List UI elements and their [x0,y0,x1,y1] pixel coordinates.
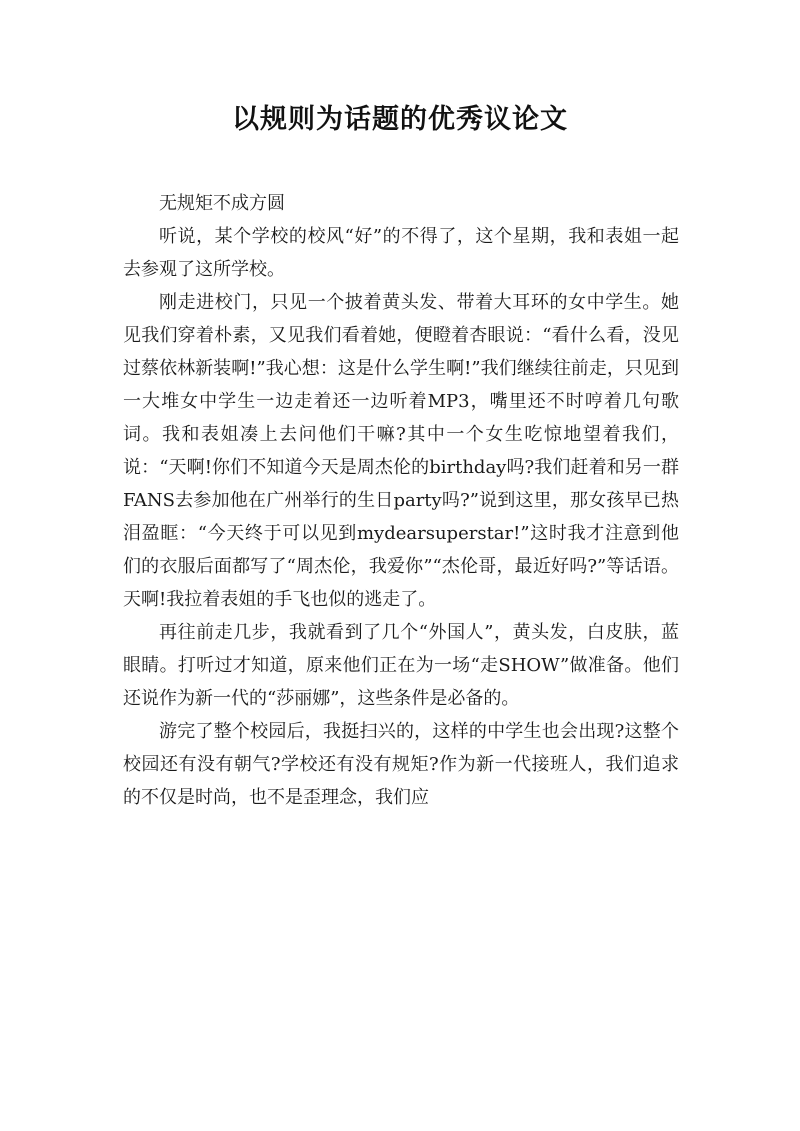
document-title: 以规则为话题的优秀议论文 [232,104,568,135]
paragraph-intro: 听说，某个学校的校风“好”的不得了，这个星期，我和表姐一起去参观了这所学校。 [123,226,679,280]
paragraph-motto: 无规矩不成方圆 [159,193,285,214]
paragraph-reflection: 游完了整个校园后，我挺扫兴的，这样的中学生也会出现?这整个校园还有没有朝气?学校还有没有规矩?作为新一代接班人，我们追求的不仅是时尚，也不是歪理念，我们应 [123,721,679,808]
document-body [123,187,679,814]
paragraph-school-gate: 刚走进校门，只见一个披着黄头发、带着大耳环的女中学生。她见我们穿着朴素，又见我们看着她，便瞪着杏眼说：“看什么看，没见过蔡依林新装啊!”我心想：这是什么学生啊!”我们继续往前走，只见到一大堆女中学生一边走着还一边听着MP3，嘴里还不时哼着几句歌词。我和表姐凑上去问他们干嘛?其中一个女生吃惊地望着我们，说：“天啊!你们不知道今天是周杰伦的birthday吗?我们赶着和另一群FANS去参加他在广州举行的生日party吗?”说到这里，那女孩早已热泪盈眶：“今天终于可以见到mydearsuperstar!”这时我才注意到他们的衣服后面都写了“周杰伦，我爱你”“杰伦哥，最近好吗?”等话语。天啊!我拉着表姐的手飞也似的逃走了。 [123,292,679,610]
paragraph-foreigners: 再往前走几步，我就看到了几个“外国人”，黄头发，白皮肤，蓝眼睛。打听过才知道，原来他们正在为一场“走SHOW”做准备。他们还说作为新一代的“莎丽娜”，这些条件是必备的。 [123,622,679,709]
